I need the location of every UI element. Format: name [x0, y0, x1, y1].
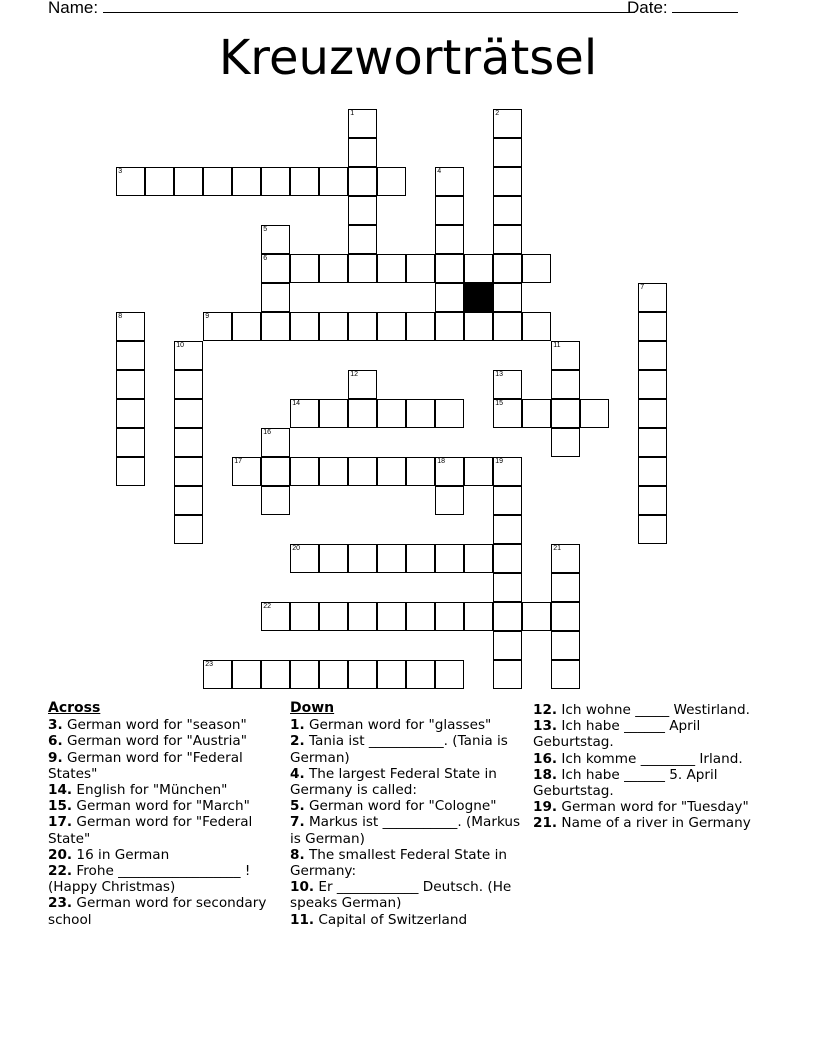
grid-cell[interactable]: [232, 167, 261, 196]
grid-cell[interactable]: [174, 370, 203, 399]
page-title: Kreuzworträtsel: [218, 30, 598, 86]
grid-cell[interactable]: [261, 486, 290, 515]
clue-number: 3.: [48, 717, 63, 734]
clue-text: German word for "season": [66, 717, 247, 734]
grid-cell[interactable]: [464, 602, 493, 631]
clue-number: 15.: [48, 798, 73, 815]
clue-text: Ich habe ______ April Geburtstag.: [533, 718, 701, 751]
grid-cell[interactable]: [551, 544, 580, 573]
down-clues: [290, 700, 525, 928]
grid-cell[interactable]: [493, 399, 522, 428]
grid-cell[interactable]: [348, 109, 377, 138]
cell-number: 2: [495, 110, 500, 118]
cell-number: 10: [176, 342, 185, 350]
clue-item: [290, 847, 525, 879]
cell-number: 15: [495, 400, 504, 408]
grid-cell[interactable]: [493, 167, 522, 196]
clue-number: 10.: [290, 879, 315, 896]
grid-cell[interactable]: [348, 254, 377, 283]
clue-number: 11.: [290, 911, 315, 928]
cell-number: 14: [292, 400, 301, 408]
grid-cell[interactable]: [261, 602, 290, 631]
clue-item: [290, 766, 525, 798]
grid-cell[interactable]: [290, 399, 319, 428]
clue-text: German word for "Federal States": [48, 749, 243, 782]
grid-cell[interactable]: [377, 544, 406, 573]
cell-number: 18: [437, 458, 446, 466]
across-clues: [48, 700, 283, 928]
grid-cell[interactable]: [232, 457, 261, 486]
grid-cell[interactable]: [435, 660, 464, 689]
grid-cell[interactable]: [435, 486, 464, 515]
down-heading: Down: [290, 700, 335, 716]
grid-cell[interactable]: [493, 138, 522, 167]
grid-cell[interactable]: [493, 660, 522, 689]
grid-cell[interactable]: [435, 254, 464, 283]
clue-item: [48, 863, 283, 895]
grid-cell[interactable]: [319, 602, 348, 631]
grid-cell[interactable]: [261, 225, 290, 254]
grid-cell[interactable]: [348, 602, 377, 631]
clue-text: Ich komme ________ Irland.: [561, 750, 743, 767]
clue-number: 22.: [48, 863, 73, 880]
cell-number: 5: [263, 226, 268, 234]
clue-number: 16.: [533, 750, 558, 767]
clue-text: German word for "Federal State": [48, 814, 253, 847]
clue-text: German word for secondary school: [48, 895, 267, 928]
clue-text: German word for "Austria": [66, 733, 247, 750]
clue-item: [290, 814, 525, 846]
grid-cell[interactable]: [145, 167, 174, 196]
clue-text: The smallest Federal State in Germany:: [290, 846, 508, 880]
clue-item: [48, 750, 283, 782]
clue-number: 9.: [48, 749, 63, 766]
grid-cell[interactable]: [551, 370, 580, 399]
grid-cell[interactable]: [435, 167, 464, 196]
grid-cell[interactable]: [406, 254, 435, 283]
grid-cell[interactable]: [319, 660, 348, 689]
grid-cell[interactable]: [464, 254, 493, 283]
cell-number: 4: [437, 168, 442, 176]
grid-cell[interactable]: [406, 312, 435, 341]
clue-number: 5.: [290, 798, 305, 815]
grid-cell[interactable]: [638, 399, 667, 428]
clue-item: [48, 733, 283, 749]
grid-cell[interactable]: [493, 225, 522, 254]
grid-cell[interactable]: [377, 602, 406, 631]
grid-cell[interactable]: [435, 312, 464, 341]
grid-cell[interactable]: [319, 167, 348, 196]
grid-cell[interactable]: [261, 167, 290, 196]
grid-cell[interactable]: [203, 660, 232, 689]
clue-number: 2.: [290, 733, 305, 750]
clue-item: [48, 814, 283, 846]
clue-text: Markus ist ___________. (Markus is German): [290, 814, 521, 847]
grid-cell[interactable]: [406, 660, 435, 689]
grid-cell[interactable]: [290, 254, 319, 283]
grid-cell[interactable]: [551, 341, 580, 370]
grid-cell[interactable]: [493, 486, 522, 515]
cell-number: 21: [553, 545, 562, 553]
clue-item: [533, 751, 768, 767]
grid-cell[interactable]: [261, 428, 290, 457]
grid-cell[interactable]: [290, 457, 319, 486]
clue-number: 6.: [48, 733, 63, 750]
grid-cell[interactable]: [319, 254, 348, 283]
cell-number: 7: [640, 284, 645, 292]
grid-cell[interactable]: [638, 370, 667, 399]
grid-cell[interactable]: [319, 457, 348, 486]
grid-cell[interactable]: [551, 660, 580, 689]
grid-cell[interactable]: [406, 457, 435, 486]
grid-cell[interactable]: [261, 312, 290, 341]
grid-cell[interactable]: [377, 399, 406, 428]
grid-cell[interactable]: [116, 370, 145, 399]
grid-cell[interactable]: [377, 660, 406, 689]
grid-cell[interactable]: [638, 312, 667, 341]
grid-cell[interactable]: [493, 544, 522, 573]
grid-cell[interactable]: [638, 515, 667, 544]
clue-text: English for "München": [76, 782, 228, 799]
clue-item: [48, 895, 283, 927]
grid-cell[interactable]: [551, 399, 580, 428]
cell-number: 8: [118, 313, 123, 321]
grid-cell[interactable]: [377, 457, 406, 486]
grid-cell[interactable]: [435, 283, 464, 312]
grid-cell[interactable]: [493, 283, 522, 312]
clue-number: 19.: [533, 799, 558, 816]
date-label: Date:: [627, 0, 668, 17]
grid-cell[interactable]: [493, 109, 522, 138]
grid-cell[interactable]: [290, 544, 319, 573]
grid-cell[interactable]: [319, 544, 348, 573]
cell-number: 13: [495, 371, 504, 379]
clue-item: [48, 847, 283, 863]
cell-number: 20: [292, 545, 301, 553]
clue-number: 4.: [290, 765, 305, 782]
clue-number: 7.: [290, 814, 305, 831]
grid-cell[interactable]: [348, 312, 377, 341]
grid-cell[interactable]: [174, 428, 203, 457]
clue-item: [290, 912, 525, 928]
cell-number: 23: [205, 661, 214, 669]
clue-number: 23.: [48, 895, 73, 912]
cell-number: 19: [495, 458, 504, 466]
cell-number: 16: [263, 429, 272, 437]
black-cell: [464, 283, 493, 312]
cell-number: 1: [350, 110, 355, 118]
grid-cell[interactable]: [406, 602, 435, 631]
grid-cell[interactable]: [174, 399, 203, 428]
cell-number: 22: [263, 603, 272, 611]
grid-cell[interactable]: [377, 167, 406, 196]
grid-cell[interactable]: [348, 457, 377, 486]
grid-cell[interactable]: [116, 312, 145, 341]
grid-cell[interactable]: [522, 254, 551, 283]
clue-text: 16 in German: [76, 846, 170, 863]
name-label: Name:: [48, 0, 99, 17]
grid-cell[interactable]: [493, 457, 522, 486]
grid-cell[interactable]: [174, 341, 203, 370]
grid-cell[interactable]: [493, 573, 522, 602]
cell-number: 6: [263, 255, 268, 263]
clue-number: 8.: [290, 846, 305, 863]
grid-cell[interactable]: [261, 457, 290, 486]
grid-cell[interactable]: [116, 428, 145, 457]
grid-cell[interactable]: [493, 312, 522, 341]
grid-cell[interactable]: [551, 631, 580, 660]
grid-cell[interactable]: [348, 399, 377, 428]
cell-number: 11: [553, 342, 561, 350]
grid-cell[interactable]: [290, 602, 319, 631]
grid-cell[interactable]: [406, 544, 435, 573]
grid-cell[interactable]: [116, 457, 145, 486]
clue-item: [533, 767, 768, 799]
clue-number: 21.: [533, 815, 558, 832]
grid-cell[interactable]: [493, 370, 522, 399]
grid-cell[interactable]: [348, 370, 377, 399]
clue-item: [48, 798, 283, 814]
clue-item: [290, 879, 525, 911]
clue-text: German word for "Cologne": [308, 798, 497, 815]
grid-cell[interactable]: [261, 283, 290, 312]
grid-cell[interactable]: [261, 660, 290, 689]
grid-cell[interactable]: [203, 312, 232, 341]
grid-cell[interactable]: [348, 544, 377, 573]
clue-item: [48, 782, 283, 798]
clue-text: Frohe __________________ ! (Happy Christmas): [48, 863, 251, 896]
grid-cell[interactable]: [435, 399, 464, 428]
clue-text: German word for "Tuesday": [561, 799, 749, 816]
grid-cell[interactable]: [493, 196, 522, 225]
cell-number: 17: [234, 458, 243, 466]
clue-item: [290, 717, 525, 733]
grid-cell[interactable]: [348, 196, 377, 225]
grid-cell[interactable]: [493, 631, 522, 660]
grid-cell[interactable]: [319, 399, 348, 428]
grid-cell[interactable]: [377, 254, 406, 283]
clue-number: 1.: [290, 717, 305, 734]
grid-cell[interactable]: [435, 457, 464, 486]
clue-item: [533, 815, 768, 831]
grid-cell[interactable]: [348, 167, 377, 196]
grid-cell[interactable]: [319, 312, 348, 341]
grid-cell[interactable]: [406, 399, 435, 428]
clue-item: [290, 733, 525, 765]
grid-cell[interactable]: [464, 312, 493, 341]
clue-item: [290, 798, 525, 814]
grid-cell[interactable]: [232, 660, 261, 689]
grid-cell[interactable]: [116, 399, 145, 428]
clue-text: Name of a river in Germany: [561, 815, 751, 832]
grid-cell[interactable]: [290, 167, 319, 196]
clue-text: Ich wohne _____ Westirland.: [561, 702, 750, 718]
grid-cell[interactable]: [116, 167, 145, 196]
grid-cell[interactable]: [551, 428, 580, 457]
clue-item: [533, 718, 768, 750]
grid-cell[interactable]: [580, 399, 609, 428]
grid-cell[interactable]: [348, 138, 377, 167]
clue-number: 14.: [48, 782, 73, 799]
grid-cell[interactable]: [522, 602, 551, 631]
grid-cell[interactable]: [493, 515, 522, 544]
clue-number: 20.: [48, 846, 73, 863]
grid-cell[interactable]: [435, 602, 464, 631]
grid-cell[interactable]: [551, 602, 580, 631]
clue-text: German word for "March": [76, 798, 250, 815]
grid-cell[interactable]: [464, 544, 493, 573]
grid-cell[interactable]: [174, 167, 203, 196]
cell-number: 9: [205, 313, 210, 321]
clue-item: [533, 702, 768, 718]
grid-cell[interactable]: [116, 341, 145, 370]
grid-cell[interactable]: [435, 196, 464, 225]
grid-cell[interactable]: [174, 457, 203, 486]
cell-number: 12: [350, 371, 359, 379]
clue-text: Ich habe ______ 5. April Geburtstag.: [533, 766, 718, 800]
clue-number: 17.: [48, 814, 73, 831]
across-heading: Across: [48, 700, 101, 716]
grid-cell[interactable]: [435, 544, 464, 573]
grid-cell[interactable]: [522, 399, 551, 428]
grid-cell[interactable]: [377, 312, 406, 341]
clue-text: The largest Federal State in Germany is called:: [290, 765, 497, 799]
grid-cell[interactable]: [638, 486, 667, 515]
grid-cell[interactable]: [638, 341, 667, 370]
clue-number: 18.: [533, 766, 558, 783]
grid-cell[interactable]: [522, 312, 551, 341]
grid-cell[interactable]: [348, 660, 377, 689]
grid-cell[interactable]: [348, 225, 377, 254]
grid-cell[interactable]: [290, 660, 319, 689]
grid-cell[interactable]: [174, 515, 203, 544]
clue-text: Tania ist ___________. (Tania is German): [290, 733, 508, 766]
clue-item: [533, 799, 768, 815]
down-clues-continued: [533, 702, 768, 832]
clue-text: German word for "glasses": [308, 717, 492, 734]
grid-cell[interactable]: [232, 312, 261, 341]
clue-number: 12.: [533, 702, 558, 718]
grid-cell[interactable]: [493, 254, 522, 283]
grid-cell[interactable]: [493, 602, 522, 631]
clue-text: Capital of Switzerland: [318, 911, 468, 928]
grid-cell[interactable]: [551, 573, 580, 602]
clue-item: [48, 717, 283, 733]
grid-cell[interactable]: [638, 283, 667, 312]
clue-number: 13.: [533, 718, 558, 735]
clue-text: Er ____________ Deutsch. (He speaks German): [290, 879, 512, 912]
cell-number: 3: [118, 168, 123, 176]
grid-cell[interactable]: [464, 457, 493, 486]
grid-cell[interactable]: [638, 428, 667, 457]
grid-cell[interactable]: [290, 312, 319, 341]
grid-cell[interactable]: [203, 167, 232, 196]
grid-cell[interactable]: [261, 254, 290, 283]
grid-cell[interactable]: [638, 457, 667, 486]
grid-cell[interactable]: [435, 225, 464, 254]
grid-cell[interactable]: [174, 486, 203, 515]
